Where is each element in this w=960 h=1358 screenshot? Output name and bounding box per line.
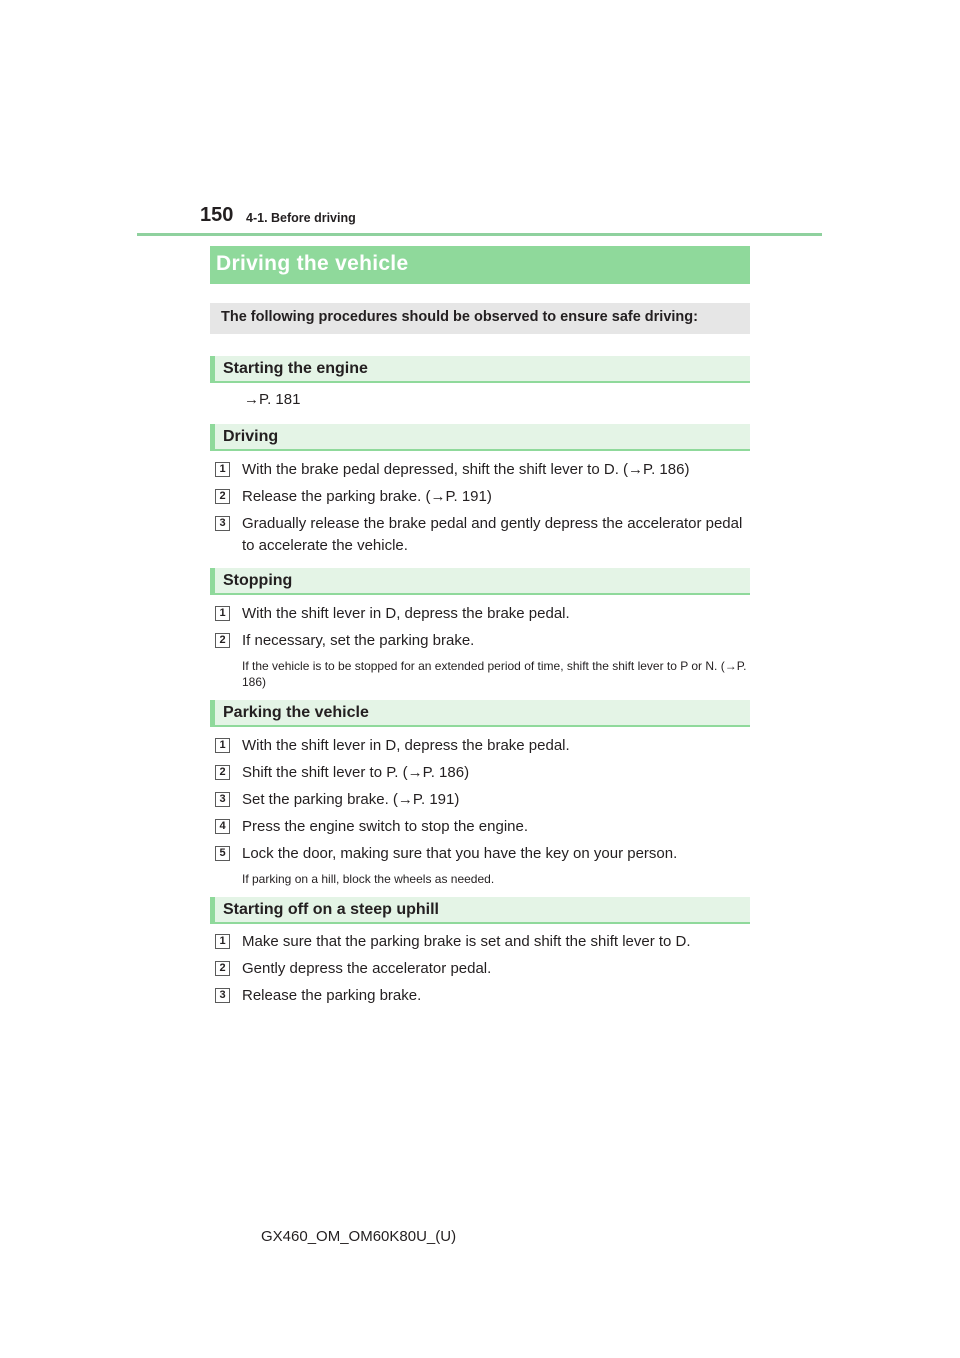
page-title: Driving the vehicle (216, 252, 409, 275)
step-text: Shift the shift lever to P. (→P. 186) (242, 764, 470, 781)
section-title: Parking the vehicle (223, 704, 369, 721)
step-number: 1 (215, 738, 230, 753)
step-text: Gradually release the brake pedal and gently depress the accelerator pedal to accelerate the vehicle. (242, 515, 743, 554)
step-number: 2 (215, 489, 230, 504)
step-text: With the shift lever in D, depress the brake pedal. (242, 605, 570, 622)
page-reference: →P. 181 (244, 391, 301, 408)
step-text: With the brake pedal depressed, shift the shift lever to D. (→P. 186) (242, 461, 690, 478)
document-code: GX460_OM_OM60K80U_(U) (261, 1228, 457, 1245)
step-text: Release the parking brake. (242, 987, 422, 1004)
step-number: 4 (215, 819, 230, 834)
step-number: 5 (215, 846, 230, 861)
page-title-bar (210, 246, 750, 284)
header-rule (137, 233, 822, 236)
step-number: 2 (215, 765, 230, 780)
step-text: Set the parking brake. (→P. 191) (242, 791, 460, 808)
step-number: 3 (215, 988, 230, 1003)
note-text: If parking on a hill, block the wheels as needed. (242, 872, 495, 886)
section-title: Driving (223, 428, 279, 445)
step-number: 1 (215, 606, 230, 621)
note-text: If the vehicle is to be stopped for an extended period of time, shift the shift lever to P or N. (→P. 186) (242, 659, 747, 689)
step-number: 3 (215, 792, 230, 807)
section-header-uphill (210, 897, 750, 924)
step-text: Lock the door, making sure that you have the key on your person. (242, 845, 678, 862)
intro-box (210, 303, 750, 334)
step-text: Make sure that the parking brake is set and shift the shift lever to D. (242, 933, 691, 950)
step-text: Release the parking brake. (→P. 191) (242, 488, 492, 505)
section-header-driving (210, 424, 750, 451)
step-text: With the shift lever in D, depress the brake pedal. (242, 737, 570, 754)
step-number: 1 (215, 934, 230, 949)
running-head: 4-1. Before driving (246, 211, 356, 225)
section-title: Starting off on a steep uphill (223, 901, 439, 918)
page-number: 150 (200, 204, 234, 226)
section-title: Starting the engine (223, 360, 368, 377)
step-text: Gently depress the accelerator pedal. (242, 960, 492, 977)
section-header-starting-engine (210, 356, 750, 383)
step-number: 2 (215, 961, 230, 976)
step-number: 2 (215, 633, 230, 648)
section-title: Stopping (223, 572, 293, 589)
step-text: Press the engine switch to stop the engine. (242, 818, 529, 835)
step-number: 3 (215, 516, 230, 531)
step-number: 1 (215, 462, 230, 477)
intro-text: The following procedures should be observed to ensure safe driving: (221, 309, 698, 325)
section-header-stopping (210, 568, 750, 595)
step-text: If necessary, set the parking brake. (242, 632, 475, 649)
section-header-parking (210, 700, 750, 727)
